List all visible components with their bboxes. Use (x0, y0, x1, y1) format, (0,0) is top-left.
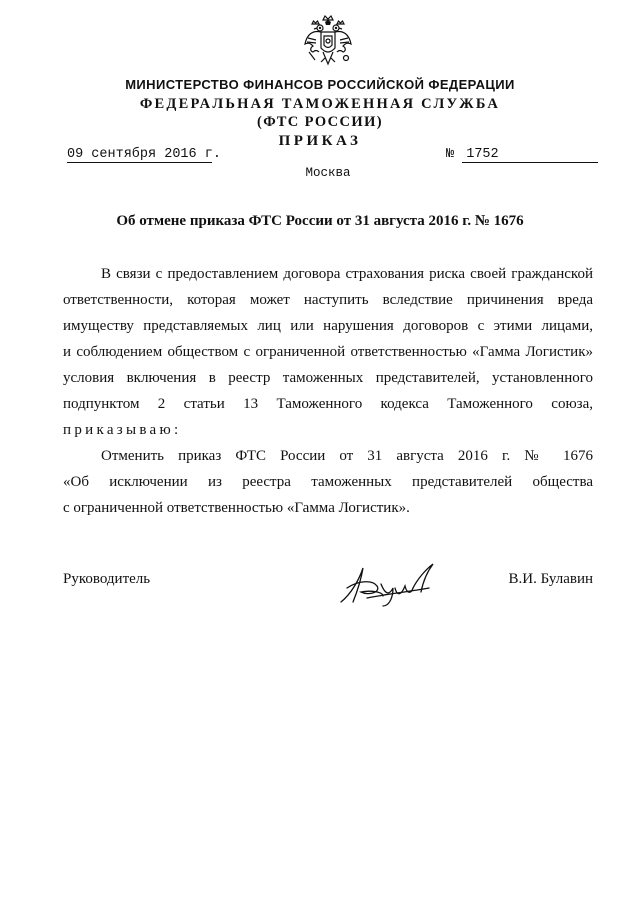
order-date: 09 сентября 2016 г. (67, 147, 221, 162)
coat-of-arms-icon (301, 14, 355, 70)
service-name: ФЕДЕРАЛЬНАЯ ТАМОЖЕННАЯ СЛУЖБА (139, 96, 501, 112)
signatory-name: В.И. Булавин (508, 571, 593, 587)
order-line: с ограниченной ответственностью «Гамма Логистик». (63, 500, 410, 516)
preamble-line: подпунктом 2 статьи 13 Таможенного кодекса Таможенного союза, (63, 396, 593, 412)
city: Москва (305, 166, 351, 180)
order-subject: Об отмене приказа ФТС России от 31 августа 2016 г. № 1676 (116, 213, 524, 229)
preamble-line: условия включения в реестр таможенных представителей, установленного (63, 370, 593, 386)
preamble-line: имуществу представляемых лиц или нарушения договоров с этими лицами, (63, 318, 593, 334)
preamble-paragraph (63, 261, 593, 443)
preamble-line: и соблюдением обществом с ограниченной ответственностью «Гамма Логистик» (63, 344, 593, 360)
preamble-line: ответственности, которая может наступить вследствие причинения вреда (63, 292, 593, 308)
preamble-line: В связи с предоставлением договора страхования риска своей гражданской (101, 266, 593, 282)
order-line: «Об исключении из реестра таможенных представителей общества (63, 474, 593, 490)
number-sign: № (446, 147, 455, 162)
order-line: Отменить приказ ФТС России от 31 августа 2016 г. № 1676 (101, 448, 593, 464)
order-number-value: 1752 (462, 147, 598, 163)
order-number (446, 147, 598, 163)
ministry-name: МИНИСТЕРСТВО ФИНАНСОВ РОССИЙСКОЙ ФЕДЕРАЦИИ (125, 77, 515, 92)
service-abbreviation: (ФТС РОССИИ) (256, 114, 384, 130)
signatory-title: Руководитель (63, 571, 151, 587)
order-word: приказываю: (63, 422, 182, 438)
order-paragraph (63, 443, 593, 521)
handwritten-signature (337, 558, 441, 608)
document-type: ПРИКАЗ (278, 133, 362, 149)
